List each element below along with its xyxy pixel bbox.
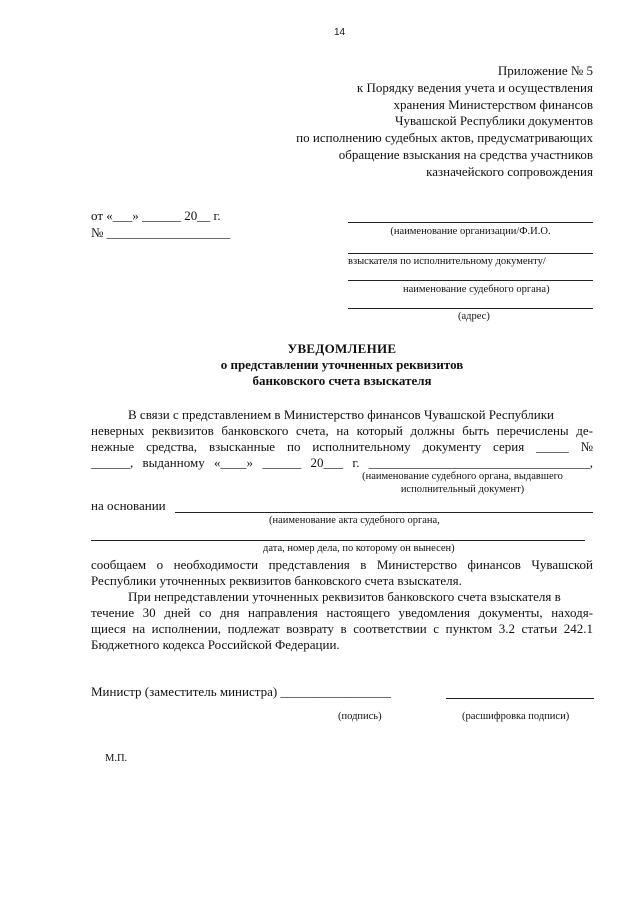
body-paragraph-line: течение 30 дней со дня направления настоящего уведомления документы, находя-: [91, 605, 593, 620]
body-paragraph-line: В связи с представлением в Министерство финансов Чувашской Республики: [128, 407, 554, 422]
page-number: 14: [334, 27, 346, 38]
appendix-line: хранения Министерством финансов: [393, 96, 593, 112]
signature-caption: (подпись): [338, 711, 382, 722]
minister-signature-label: Министр (заместитель министра) _________________: [91, 684, 391, 699]
recipient-org-line: [348, 222, 593, 223]
appendix-block: [193, 63, 593, 181]
basis-caption: (наименование акта судебного органа,: [269, 515, 440, 526]
body-paragraph-line: ______, выданному «____» ______ 20___ г. __________________________________,: [91, 455, 593, 470]
recipient-court-line: [348, 280, 593, 281]
document-number-field: № ___________________: [91, 225, 231, 240]
body-paragraph-line: Бюджетного кодекса Российской Федерации.: [91, 637, 340, 652]
body-paragraph-line: сообщаем о необходимости представления в Министерство финансов Чувашской: [91, 557, 593, 572]
basis-caption-2: дата, номер дела, по которому он вынесен): [263, 543, 455, 554]
notice-subtitle: о представлении уточненных реквизитов: [220, 357, 464, 372]
body-paragraph-line: Республики уточненных реквизитов банковского счета взыскателя.: [91, 573, 462, 588]
notice-title: УВЕДОМЛЕНИЕ: [287, 341, 397, 356]
body-paragraph-line: неверных реквизитов банковского счета, на который должны быть перечислены де-: [91, 423, 593, 438]
issuing-court-caption: (наименование судебного органа, выдавшего: [362, 471, 563, 482]
recipient-org-caption: (наименование организации/Ф.И.О.: [390, 226, 551, 237]
recipient-address-line: [348, 308, 593, 309]
appendix-line: к Порядку ведения учета и осуществления: [356, 79, 593, 95]
notice-subtitle: банковского счета взыскателя: [252, 373, 432, 388]
recipient-debtor-caption: взыскателя по исполнительному документу/: [348, 256, 546, 267]
body-paragraph-line: нежные средства, взысканные по исполнительному документу серия _____ №: [91, 439, 593, 454]
signature-decode-line: [446, 698, 594, 699]
issuing-court-caption: исполнительный документ): [400, 484, 525, 495]
basis-line-2: [91, 540, 585, 541]
recipient-debtor-line: [348, 253, 593, 254]
stamp-place: М.П.: [105, 753, 128, 764]
body-paragraph-line: При непредставлении уточненных реквизитов банковского счета взыскателя в: [128, 589, 561, 604]
appendix-line: обращение взыскания на средства участников: [338, 146, 593, 162]
signature-decode-caption: (расшифровка подписи): [462, 711, 570, 722]
appendix-line: казначейского сопровождения: [426, 163, 593, 179]
appendix-title: Приложение № 5: [497, 63, 593, 78]
body-paragraph-line: щиеся на исполнении, подлежат возврату в соответствии с пунктом 3.2 статьи 242.1: [91, 621, 593, 636]
basis-line: [175, 512, 593, 513]
appendix-line: по исполнению судебных актов, предусматривающих: [296, 130, 593, 146]
recipient-address-caption: (адрес): [458, 311, 490, 322]
basis-label: на основании: [91, 498, 166, 513]
document-date-field: от «___» ______ 20__ г.: [91, 208, 221, 223]
recipient-court-caption: наименование судебного органа): [403, 284, 550, 295]
appendix-line: Чувашской Республики документов: [395, 113, 593, 129]
